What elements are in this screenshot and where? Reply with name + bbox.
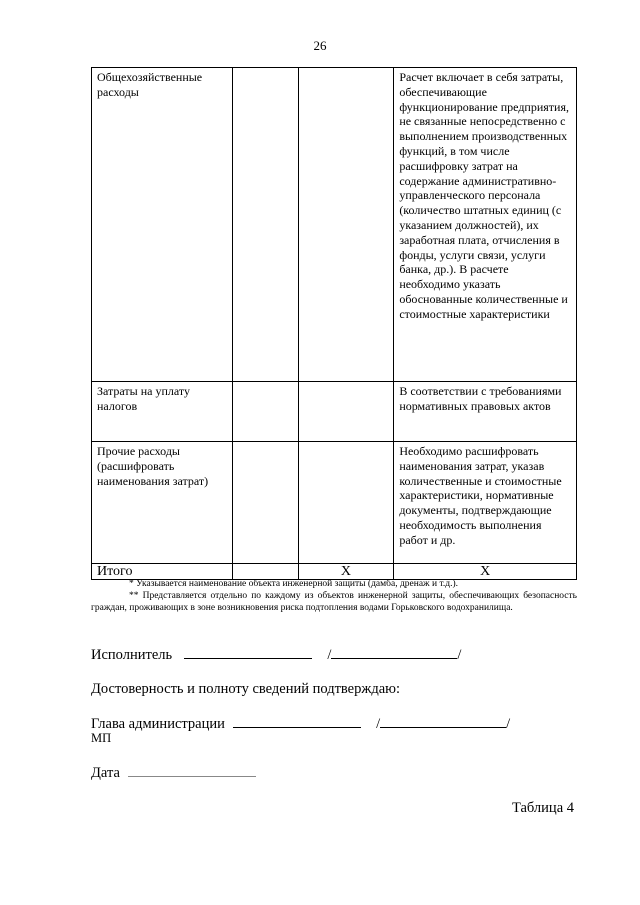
separator: /: [376, 716, 381, 732]
cost-table: [91, 67, 577, 580]
row-name: Прочие расходы (расшифровать наименования затрат): [92, 442, 233, 564]
page-number: 26: [313, 38, 327, 53]
footnote: * Указывается наименование объекта инженерной защиты (дамба, дренаж и т.д.).: [129, 579, 458, 589]
row-note: Необходимо расшифровать наименования затрат, указав количественные и стоимостные характеристики, нормативные документы, подтверждающие необходимость выполнения работ и др.: [394, 442, 577, 564]
row-value: [298, 442, 394, 564]
total-mark: X: [298, 564, 394, 580]
table-label: Таблица 4: [511, 800, 574, 816]
executor-signature: [91, 647, 461, 664]
row-name: Затраты на уплату налогов: [92, 382, 233, 442]
name-line[interactable]: [331, 657, 457, 659]
head-label: Глава администрации: [91, 716, 225, 732]
signature-line[interactable]: [184, 657, 312, 659]
footnotes: [91, 578, 577, 614]
row-value: [298, 68, 394, 382]
total-label: Итого: [92, 564, 233, 580]
head-signature: [91, 716, 510, 733]
table-row: [92, 382, 577, 442]
confirm-text: Достоверность и полноту сведений подтверждаю:: [91, 681, 401, 697]
executor-label: Исполнитель: [91, 647, 173, 663]
name-line[interactable]: [380, 726, 506, 728]
row-value: [232, 382, 298, 442]
signature-line[interactable]: [233, 726, 361, 728]
row-value: [298, 382, 394, 442]
table-row: [92, 442, 577, 564]
date-label: Дата: [91, 765, 120, 781]
row-name: Общехозяйственные расходы: [92, 68, 233, 382]
stamp-label: МП: [91, 731, 112, 745]
row-note: Расчет включает в себя затраты, обеспечивающие функционирование предприятия, не связанные непосредственно с выполнением производственных функций, в том числе расшифровку затрат на содержание административно-управленческого персонала (количество штатных единиц (с указанием должностей), их заработная плата, отчисления в фонды, услуги связи, услуги банка, др.). В расчете необходимо указать обоснованные количественные и стоимостные характеристики: [394, 68, 577, 382]
row-value: [232, 68, 298, 382]
row-value: [232, 442, 298, 564]
table-row: [92, 68, 577, 382]
footnote: ** Представляется отдельно по каждому из объектов инженерной защиты, обеспечивающих безопасность граждан, проживающих в зоне возникновения риска подтопления водами Горьковского водохранилища.: [91, 591, 577, 613]
date-field: [91, 765, 256, 782]
date-line[interactable]: [128, 775, 256, 777]
total-mark: X: [394, 564, 577, 580]
separator: /: [506, 716, 511, 732]
separator: /: [327, 647, 332, 663]
separator: /: [457, 647, 462, 663]
row-note: В соответствии с требованиями нормативных правовых актов: [394, 382, 577, 442]
